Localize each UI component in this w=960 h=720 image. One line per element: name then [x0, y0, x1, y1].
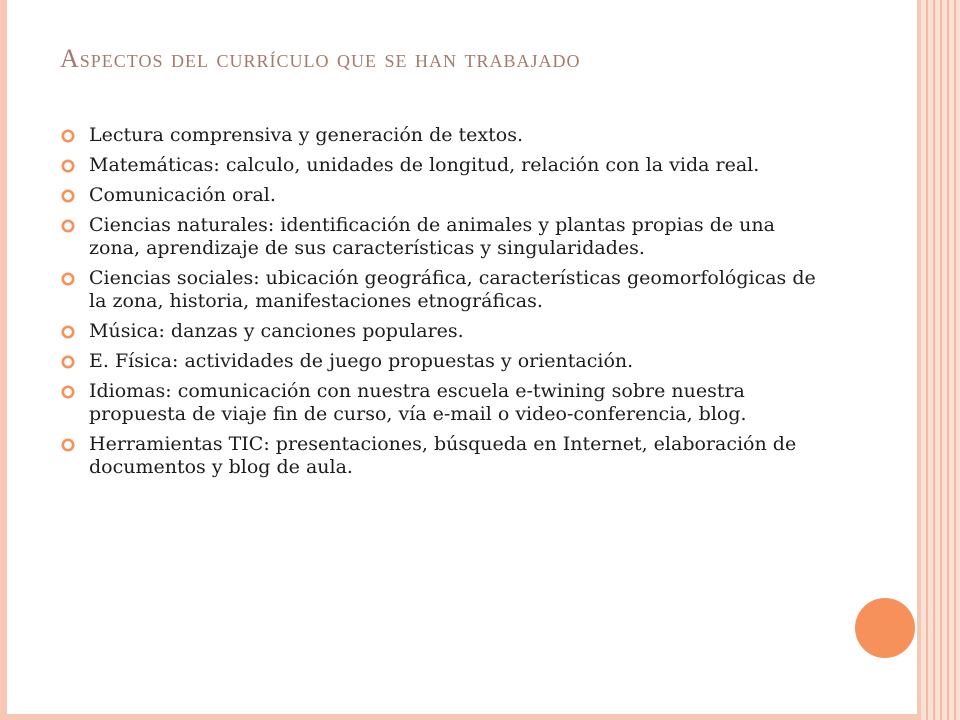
- bullet-list: [60, 124, 820, 486]
- decorative-stripes: [921, 0, 960, 720]
- bullet-text: E. Física: actividades de juego propuestas y orientación.: [89, 350, 634, 372]
- bullet-text: Ciencias sociales: ubicación geográfica, características geomorfológicas de la zona, historia, manifestaciones etnográficas.: [89, 267, 816, 312]
- bullet-item: [60, 380, 820, 426]
- bullet-item: [60, 350, 820, 373]
- ring-bullet-icon: [60, 128, 76, 144]
- bullet-text: Herramientas TIC: presentaciones, búsqueda en Internet, elaboración de documentos y blog de aula.: [89, 433, 797, 478]
- ring-bullet-icon: [60, 188, 76, 204]
- slide-title: Aspectos del currículo que se han trabajado: [60, 44, 581, 73]
- ring-bullet-icon: [60, 218, 76, 234]
- bullet-text: Lectura comprensiva y generación de textos.: [89, 124, 523, 146]
- bullet-text: Matemáticas: calculo, unidades de longitud, relación con la vida real.: [89, 154, 760, 176]
- bullet-text: Idiomas: comunicación con nuestra escuela e-twining sobre nuestra propuesta de viaje fin de curso, vía e-mail o video-conferencia, blog.: [89, 380, 747, 425]
- ring-bullet-icon: [60, 324, 76, 340]
- decorative-circle: [855, 598, 915, 658]
- ring-bullet-icon: [60, 354, 76, 370]
- bullet-item: [60, 214, 820, 260]
- bullet-item: [60, 433, 820, 479]
- bullet-item: [60, 267, 820, 313]
- ring-bullet-icon: [60, 271, 76, 287]
- bullet-item: [60, 154, 820, 177]
- ring-bullet-icon: [60, 384, 76, 400]
- bullet-item: [60, 184, 820, 207]
- slide-frame-bottom: [0, 714, 921, 720]
- ring-bullet-icon: [60, 158, 76, 174]
- slide-frame-left: [0, 0, 7, 720]
- bullet-text: Música: danzas y canciones populares.: [89, 320, 464, 342]
- bullet-text: Comunicación oral.: [89, 184, 276, 206]
- ring-bullet-icon: [60, 437, 76, 453]
- bullet-item: [60, 124, 820, 147]
- bullet-text: Ciencias naturales: identificación de animales y plantas propias de una zona, aprendizaje de sus características y singularidades.: [89, 214, 775, 259]
- bullet-item: [60, 320, 820, 343]
